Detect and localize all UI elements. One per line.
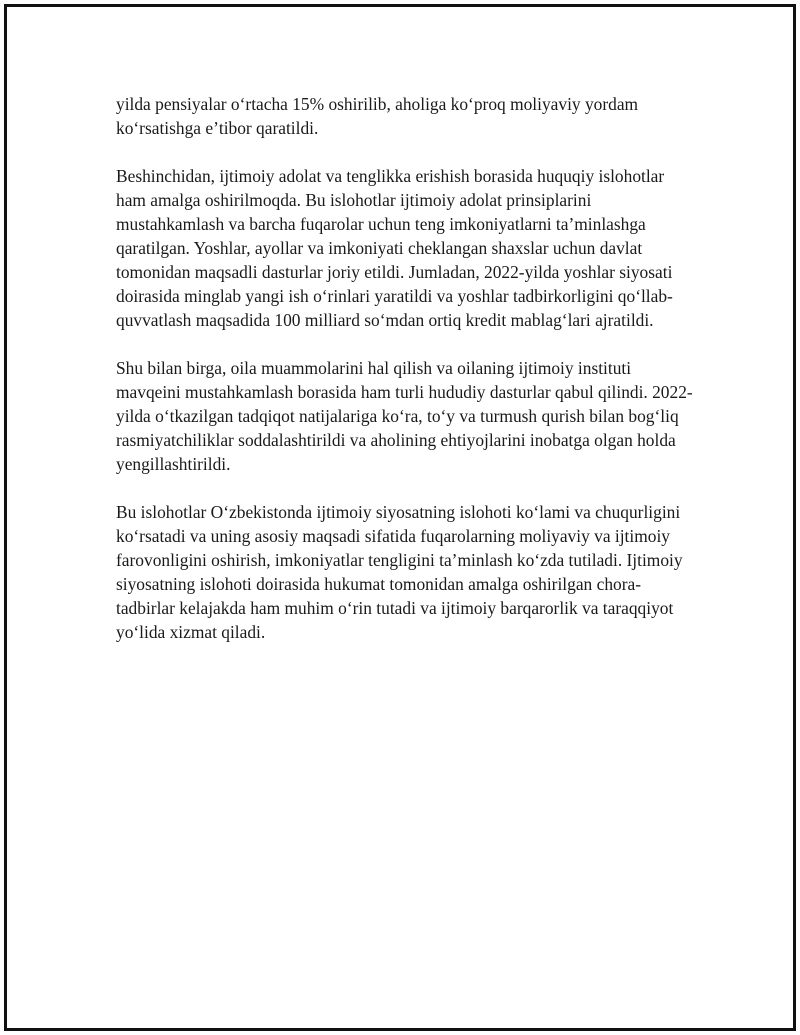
- paragraph-3: Shu bilan birga, oila muammolarini hal qilish va oilaning ijtimoiy instituti mavqeini mustahkamlash borasida ham turli hududiy dasturlar qabul qilindi. 2022-yilda oʻtkazilgan tadqiqot natijalariga koʻra, toʻy va turmush qurish bilan bogʻliq rasmiyatchiliklar soddalashtirildi va aholining ehtiyojlarini inobatga olgan holda yengillashtirildi.: [116, 358, 693, 474]
- document-body: [116, 92, 696, 668]
- paragraph-1: yilda pensiyalar oʻrtacha 15% oshirilib, aholiga koʻproq moliyaviy yordam koʻrsatishga eʼtibor qaratildi.: [116, 94, 639, 138]
- paragraph-4: Bu islohotlar Oʻzbekistonda ijtimoiy siyosatning islohoti koʻlami va chuqurligini koʻrsatadi va uning asosiy maqsadi sifatida fuqarolarning moliyaviy va ijtimoiy farovonligini oshirish, imkoniyatlar tengligini taʼminlash koʻzda tutiladi. Ijtimoiy siyosatning islohoti doirasida hukumat tomonidan amalga oshirilgan chora-tadbirlar kelajakda ham muhim oʻrin tutadi va ijtimoiy barqarorlik va taraqqiyot yoʻlida xizmat qiladi.: [116, 502, 683, 642]
- paragraph-2: Beshinchidan, ijtimoiy adolat va tenglikka erishish borasida huquqiy islohotlar ham amalga oshirilmoqda. Bu islohotlar ijtimoiy adolat prinsiplarini mustahkamlash va barcha fuqarolar uchun teng imkoniyatlarni taʼminlashga qaratilgan. Yoshlar, ayollar va imkoniyati cheklangan shaxslar uchun davlat tomonidan maqsadli dasturlar joriy etildi. Jumladan, 2022-yilda yoshlar siyosati doirasida minglab yangi ish oʻrinlari yaratildi va yoshlar tadbirkorligini qoʻllab-quvvatlash maqsadida 100 milliard soʻmdan ortiq kredit mablagʻlari ajratildi.: [116, 166, 673, 330]
